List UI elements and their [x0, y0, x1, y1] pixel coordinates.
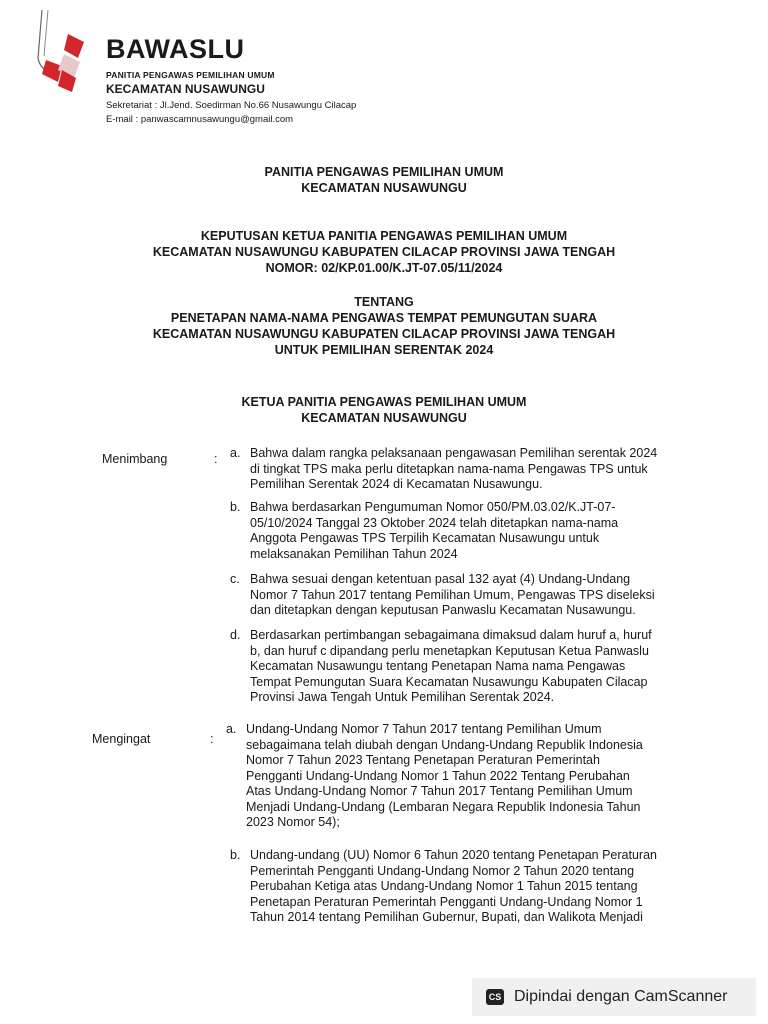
camscanner-text: Dipindai dengan CamScanner — [514, 988, 728, 1005]
item-letter: a. — [230, 446, 241, 460]
org-address: Sekretariat : Jl.Jend. Soedirman No.66 Nusawungu Cilacap — [106, 100, 357, 111]
org-kecamatan: KECAMATAN NUSAWUNGU — [106, 82, 265, 96]
item-letter: d. — [230, 628, 241, 642]
heading-line: PANITIA PENGAWAS PEMILIHAN UMUM — [264, 165, 504, 179]
camscanner-badge — [472, 978, 756, 1016]
item-line: Pengganti Undang-Undang Nomor 1 Tahun 2022 Tentang Perubahan — [246, 768, 630, 783]
menimbang-item-d — [230, 628, 652, 706]
item-line: dan ditetapkan dengan keputusan Panwaslu Kecamatan Nusawungu. — [250, 603, 636, 617]
item-letter: c. — [230, 572, 240, 586]
heading-ketua — [0, 394, 768, 426]
menimbang-colon: : — [214, 452, 218, 466]
item-line: sebagaimana telah diubah dengan Undang-Undang Republik Indonesia — [246, 737, 643, 752]
camscanner-icon: CS — [486, 989, 504, 1005]
mengingat-colon: : — [210, 732, 214, 746]
org-email: E-mail : panwascamnusawungu@gmail.com — [106, 114, 294, 125]
item-line: di tingkat TPS maka perlu ditetapkan nama-nama Pengawas TPS untuk — [250, 461, 648, 476]
org-name: BAWASLU — [106, 34, 245, 64]
heading-line: KEPUTUSAN KETUA PANITIA PENGAWAS PEMILIHAN UMUM — [200, 229, 568, 243]
heading-line: UNTUK PEMILIHAN SERENTAK 2024 — [274, 343, 494, 357]
item-line: Tempat Pemungutan Suara Kecamatan Nusawungu Kabupaten Cilacap — [250, 674, 648, 689]
item-line: Berdasarkan pertimbangan sebagaimana dimaksud dalam huruf a, huruf — [250, 628, 652, 642]
mengingat-label: Mengingat — [92, 732, 151, 746]
menimbang-label: Menimbang — [102, 452, 168, 466]
item-line: Provinsi Jawa Tengah Untuk Pemilihan Serentak 2024. — [250, 690, 555, 704]
heading-line: KETUA PANITIA PENGAWAS PEMILIHAN UMUM — [241, 395, 527, 409]
menimbang-item-a — [230, 446, 658, 493]
item-line: Bahwa dalam rangka pelaksanaan pengawasan Pemilihan serentak 2024 — [250, 446, 658, 460]
bawaslu-logo-icon — [28, 8, 100, 100]
heading-line: NOMOR: 02/KP.01.00/K.JT-07.05/11/2024 — [265, 261, 503, 275]
item-letter: a. — [226, 722, 237, 736]
item-line: b, dan huruf c dipandang perlu menetapkan Keputusan Ketua Panwaslu — [250, 643, 649, 658]
item-line: Bahwa berdasarkan Pengumuman Nomor 050/PM.03.02/K.JT-07- — [250, 500, 616, 514]
item-line: 2023 Nomor 54); — [246, 815, 340, 829]
item-letter: b. — [230, 848, 241, 862]
item-line: 05/10/2024 Tanggal 23 Oktober 2024 telah ditetapkan nama-nama — [250, 515, 619, 530]
item-line: Tahun 2014 tentang Pemilihan Gubernur, Bupati, dan Walikota Menjadi — [250, 910, 643, 924]
item-line: melaksanakan Pemilihan Tahun 2024 — [250, 546, 458, 561]
item-line: Perubahan Ketiga atas Undang-Undang Nomor 1 Tahun 2015 tentang — [250, 879, 638, 893]
heading-keputusan — [0, 228, 768, 276]
item-line: Nomor 7 Tahun 2017 tentang Pemilihan Umum, Pengawas TPS diseleksi — [250, 587, 655, 602]
item-letter: b. — [230, 500, 241, 514]
menimbang-item-b — [230, 500, 619, 562]
item-line: Penetapan Peraturan Pemerintah Pengganti Undang-Undang Nomor 1 — [250, 894, 643, 909]
heading-line: PENETAPAN NAMA-NAMA PENGAWAS TEMPAT PEMUNGUTAN SUARA — [170, 311, 598, 325]
item-line: Bahwa sesuai dengan ketentuan pasal 132 ayat (4) Undang-Undang — [250, 572, 631, 586]
item-line: Undang-undang (UU) Nomor 6 Tahun 2020 tentang Penetapan Peraturan — [250, 848, 657, 862]
mengingat-item-b — [230, 848, 657, 926]
org-subtitle: PANITIA PENGAWAS PEMILIHAN UMUM — [106, 70, 275, 80]
mengingat-item-a — [226, 722, 643, 831]
heading-line: KECAMATAN NUSAWUNGU KABUPATEN CILACAP PROVINSI JAWA TENGAH — [152, 327, 616, 341]
item-line: Menjadi Undang-Undang (Lembaran Negara Republik Indonesia Tahun — [246, 799, 641, 814]
item-line: Pemilihan Serentak 2024 di Kecamatan Nusawungu. — [250, 477, 543, 491]
heading-line: KECAMATAN NUSAWUNGU KABUPATEN CILACAP PROVINSI JAWA TENGAH — [152, 245, 616, 259]
item-line: Anggota Pengawas TPS Terpilih Kecamatan Nusawungu untuk — [250, 531, 600, 545]
heading-tentang — [0, 294, 768, 358]
heading-line: TENTANG — [354, 295, 414, 309]
heading-line: KECAMATAN NUSAWUNGU — [301, 181, 467, 195]
heading-panitia — [0, 164, 768, 196]
item-line: Undang-Undang Nomor 7 Tahun 2017 tentang Pemilihan Umum — [246, 722, 602, 736]
item-line: Atas Undang-Undang Nomor 7 Tahun 2017 Tentang Pemilihan Umum — [246, 784, 633, 798]
item-line: Nomor 7 Tahun 2023 Tentang Penetapan Peraturan Pemerintah — [246, 753, 600, 767]
heading-line: KECAMATAN NUSAWUNGU — [301, 411, 467, 425]
item-line: Pemerintah Pengganti Undang-Undang Nomor 2 Tahun 2020 tentang — [250, 863, 635, 878]
item-line: Kecamatan Nusawungu tentang Penetapan Nama nama Pengawas — [250, 659, 626, 673]
menimbang-item-c — [230, 572, 655, 619]
